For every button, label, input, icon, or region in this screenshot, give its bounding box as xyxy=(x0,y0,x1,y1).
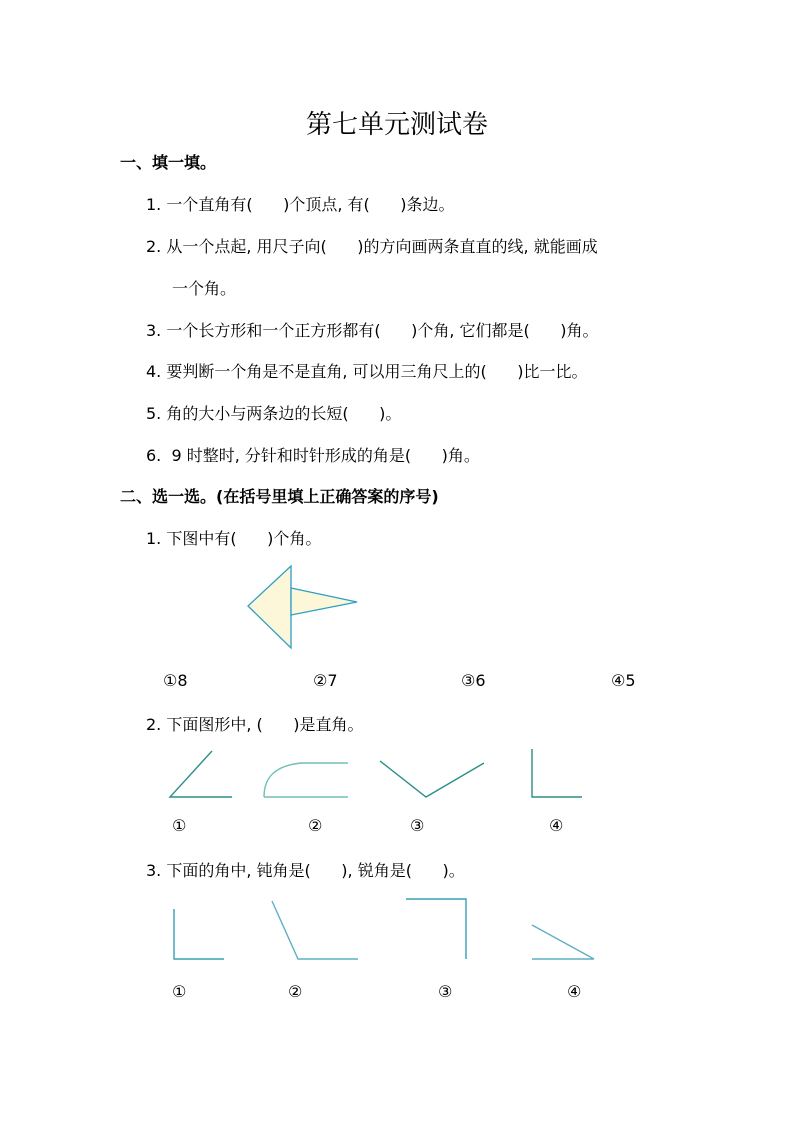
q2-label-2: ② xyxy=(308,816,323,835)
q3-figures xyxy=(160,895,600,965)
s2q1-option-3: ③6 xyxy=(461,671,486,690)
section1-heading: 一、填一填。 xyxy=(120,153,217,172)
q3-angle-4-acute xyxy=(532,925,594,959)
q3-angle-3-right xyxy=(406,899,466,959)
q3-label-3: ③ xyxy=(438,982,453,1001)
s1-question-2-continued: 一个角。 xyxy=(172,279,237,298)
s1-question-1: 1. 一个直角有( )个顶点, 有( )条边。 xyxy=(146,195,455,214)
s2q1-option-1: ①8 xyxy=(163,671,188,690)
page-title: 第七单元测试卷 xyxy=(305,110,488,140)
q2-figure-4-right-angle xyxy=(532,749,582,797)
s1-question-6: 6. 9 时整时, 分针和时针形成的角是( )角。 xyxy=(146,446,480,465)
q2-figures xyxy=(160,745,600,805)
q3-label-2: ② xyxy=(288,982,303,1001)
q2-label-3: ③ xyxy=(410,816,425,835)
s1-question-3: 3. 一个长方形和一个正方形都有( )个角, 它们都是( )角。 xyxy=(146,321,599,340)
arrow-figure xyxy=(240,560,370,652)
q3-label-1: ① xyxy=(172,982,187,1001)
arrow-head-triangle xyxy=(248,566,291,648)
q2-figure-1-acute-angle xyxy=(170,751,232,797)
s1-question-5: 5. 角的大小与两条边的长短( )。 xyxy=(146,404,402,423)
q2-figure-3-obtuse-angle xyxy=(380,761,484,797)
s2-question-3: 3. 下面的角中, 钝角是( ), 锐角是( )。 xyxy=(146,861,465,880)
s2q1-option-4: ④5 xyxy=(611,671,636,690)
q3-label-4: ④ xyxy=(567,982,582,1001)
s2-question-1: 1. 下图中有( )个角。 xyxy=(146,529,322,548)
q2-figure-2-curved-shape xyxy=(264,763,348,797)
s1-question-4: 4. 要判断一个角是不是直角, 可以用三角尺上的( )比一比。 xyxy=(146,362,588,381)
s1-question-2: 2. 从一个点起, 用尺子向( )的方向画两条直直的线, 就能画成 xyxy=(146,237,598,256)
arrow-tail-triangle xyxy=(291,588,357,615)
q3-angle-1-right xyxy=(174,909,224,959)
s2-question-2: 2. 下面图形中, ( )是直角。 xyxy=(146,715,364,734)
s2q1-option-2: ②7 xyxy=(313,671,338,690)
q3-angle-2-obtuse xyxy=(272,901,358,959)
q2-label-4: ④ xyxy=(549,816,564,835)
section2-heading: 二、选一选。(在括号里填上正确答案的序号) xyxy=(120,487,439,506)
q2-label-1: ① xyxy=(172,816,187,835)
